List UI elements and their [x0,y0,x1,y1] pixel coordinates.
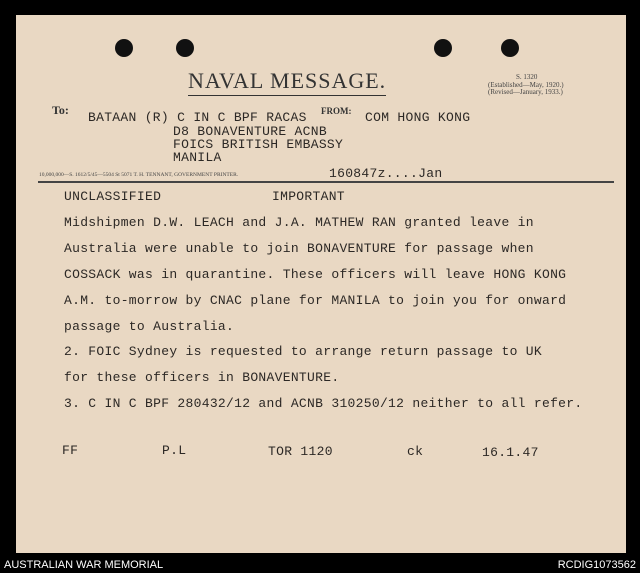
form-established: (Established—May, 1920.) [488,81,564,89]
punch-hole [115,39,133,57]
printer-line: 10,000,000—S. 1612/5/45—5504 St 5071 T. H. TENNANT, GOVERNMENT PRINTER. [39,172,239,178]
footer-credit: AUSTRALIAN WAR MEMORIAL [4,559,164,571]
message-form [16,15,626,553]
to-label: To: [52,103,69,117]
body-line: 3. C IN C BPF 280432/12 and ACNB 310250/12 neither to all refer. [64,396,583,411]
form-number: S. 1320 [516,73,538,81]
punch-hole [176,39,194,57]
body-line: passage to Australia. [64,319,235,334]
body-line: A.M. to-morrow by CNAC plane for MANILA to join you for onward [64,293,567,308]
body-line: for these officers in BONAVENTURE. [64,370,340,385]
from-label: FROM: [321,106,352,116]
to-line-2: D8 BONAVENTURE ACNB [173,124,327,139]
date-time-group: 160847z....Jan [329,166,443,181]
footer-record-id: RCDIG1073562 [557,559,636,571]
footer-bar [0,556,640,573]
to-line-4: MANILA [173,150,222,165]
precedence: IMPORTANT [272,189,345,204]
classification: UNCLASSIFIED [64,189,162,204]
pl-mark: P.L [162,443,187,458]
body-line: Midshipmen D.W. LEACH and J.A. MATHEW RAN granted leave in [64,215,534,230]
form-title: NAVAL MESSAGE. [188,68,386,96]
from-value: COM HONG KONG [365,110,471,125]
header-rule [38,181,614,183]
ff-mark: FF [62,443,79,458]
ck-mark: ck [407,444,424,459]
body-line: Australia were unable to join BONAVENTURE for passage when [64,241,534,256]
date-mark: 16.1.47 [482,445,539,460]
tor-mark: TOR 1120 [268,444,333,459]
form-revised: (Revised—January, 1933.) [488,88,563,96]
punch-hole [434,39,452,57]
punch-hole [501,39,519,57]
body-line: 2. FOIC Sydney is requested to arrange return passage to UK [64,344,542,359]
body-line: COSSACK was in quarantine. These officers will leave HONG KONG [64,267,567,282]
to-line-1: BATAAN (R) C IN C BPF RACAS [88,110,307,125]
to-line-3: FOICS BRITISH EMBASSY [173,137,344,152]
